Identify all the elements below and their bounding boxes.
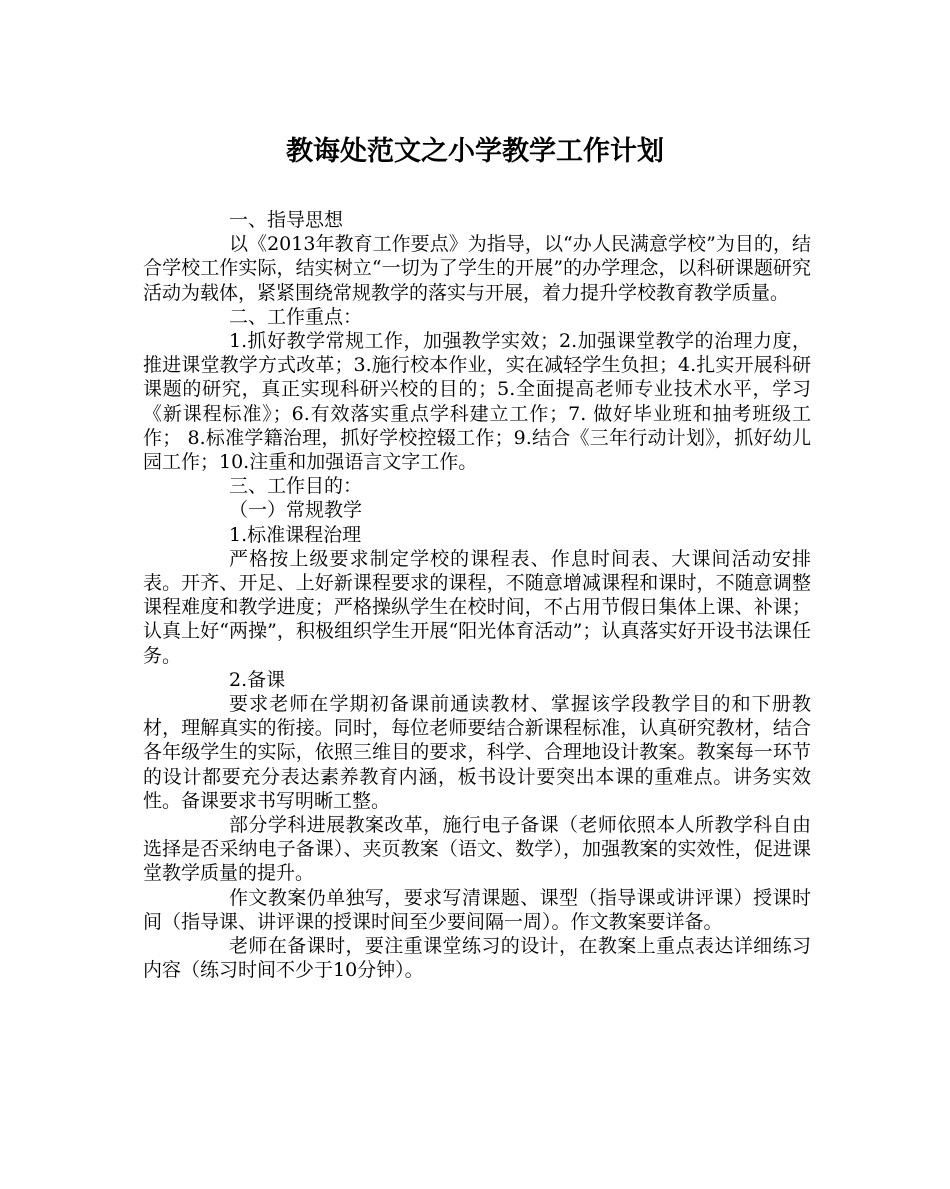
paragraph-curriculum-management: 严格按上级要求制定学校的课程表、作息时间表、大课间活动安排表。开齐、开足、上好新课程要求的课程，不随意增减课程和课时，不随意调整课程难度和教学进度；严格操纵学生在校时间，不占用节假日集体上课、补课；认真上好“两操”，积极组织学生开展“阳光体育活动”；认真落实好开设书法课任务。 [143, 547, 811, 667]
heading-work-focus: 二、工作重点： [229, 305, 363, 328]
paragraph-lesson-preparation: 要求老师在学期初备课前通读教材、掌握该学段教学目的和下册教材，理解真实的衔接。同时，每位老师要结合新课程标准，认真研究教材，结合各年级学生的实际，依照三维目的要求，科学、合理地设计教案。教案每一环节的设计都要充分表达素养教育内涵，板书设计要突出本课的重难点。讲务实效性。备课要求书写明晰工整。 [143, 693, 811, 812]
document-body [143, 208, 811, 983]
heading-guiding-ideology: 一、指导思想 [229, 209, 344, 231]
subheading-lesson-preparation: 2.备课 [229, 668, 286, 691]
subheading-curriculum-management: 1.标准课程治理 [229, 523, 362, 546]
paragraph-composition-plans: 作文教案仍单独写，要求写清课题、课型（指导课或讲评课）授课时间（指导课、讲评课的授课时间至少要间隔一周）。作文教案要详备。 [143, 886, 811, 933]
paragraph-classroom-exercises: 老师在备课时，要注重课堂练习的设计，在教案上重点表达详细练习内容（练习时间不少于10分钟）。 [143, 935, 811, 982]
subheading-routine-teaching: （一）常规教学 [229, 499, 363, 522]
paragraph-guiding-ideology: 以《2013年教育工作要点》为指导，以“办人民满意学校”为目的，结合学校工作实际，结实树立“一切为了学生的开展”的办学理念，以科研课题研究活动为载体，紧紧围绕常规教学的落实与开展，着力提升学校教育教学质量。 [143, 233, 811, 304]
paragraph-work-focus: 1.抓好教学常规工作，加强教学实效；2.加强课堂教学的治理力度，推进课堂教学方式改革；3.施行校本作业，实在减轻学生负担；4.扎实开展科研课题的研究，真正实现科研兴校的目的；5.全面提高老师专业技术水平，学习《新课程标准》；6.有效落实重点学科建立工作；7. 做好毕业班和抽考班级工作； 8.标准学籍治理，抓好学校控辍工作；9.结合《三年行动计划》，抓好幼儿园工作；10.注重和加强语言文字工作。 [143, 330, 811, 474]
paragraph-lesson-plan-reform: 部分学科进展教案改革，施行电子备课（老师依照本人所教学科自由选择是否采纳电子备课）、夹页教案（语文、数学），加强教案的实效性，促进课堂教学质量的提升。 [143, 814, 811, 885]
document-title: 教诲处范文之小学教学工作计划 [286, 136, 664, 167]
heading-work-goals: 三、工作目的： [229, 475, 363, 498]
